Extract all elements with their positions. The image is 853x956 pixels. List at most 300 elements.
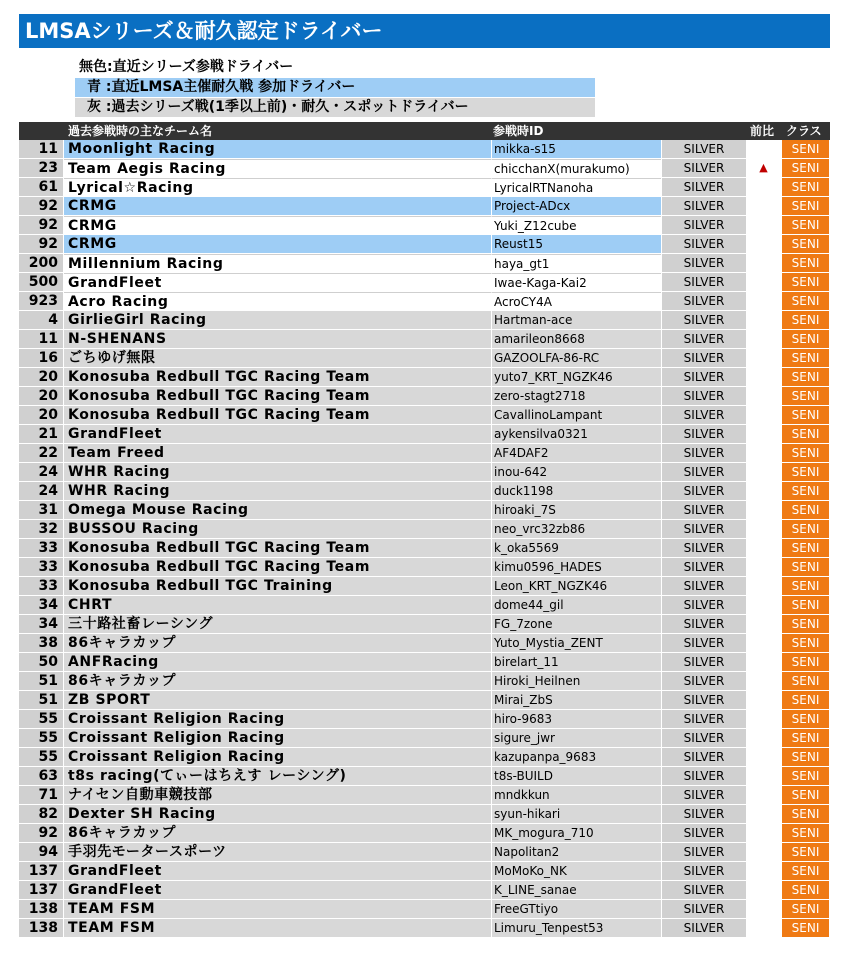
- driver-id: birelart_11: [491, 653, 661, 671]
- table-row: [19, 159, 830, 178]
- driver-rank: SILVER: [661, 197, 746, 215]
- driver-class: SENI: [781, 197, 829, 215]
- driver-rank: SILVER: [661, 387, 746, 405]
- previous-change: [746, 178, 781, 196]
- table-row: [19, 292, 830, 311]
- table-row: [19, 805, 830, 824]
- previous-change: [746, 216, 781, 234]
- previous-change: [746, 653, 781, 671]
- driver-number: 34: [19, 615, 63, 633]
- legend-blue: 青 :直近LMSA主催耐久戦 参加ドライバー: [75, 78, 595, 97]
- driver-id: Yuki_Z12cube: [491, 216, 661, 234]
- driver-class: SENI: [781, 273, 829, 291]
- driver-rank: SILVER: [661, 577, 746, 595]
- previous-change: [746, 843, 781, 861]
- driver-id: Leon_KRT_NGZK46: [491, 577, 661, 595]
- header-team: 過去参戦時の主なチーム名: [68, 124, 213, 138]
- driver-class: SENI: [781, 786, 829, 804]
- driver-id: MoMoKo_NK: [491, 862, 661, 880]
- driver-id: FreeGTtiyo: [491, 900, 661, 918]
- driver-rank: SILVER: [661, 178, 746, 196]
- driver-rank: SILVER: [661, 919, 746, 937]
- driver-id: chicchanX(murakumo): [491, 159, 661, 177]
- driver-number: 92: [19, 235, 63, 253]
- driver-rank: SILVER: [661, 311, 746, 329]
- team-name: Croissant Religion Racing: [64, 748, 491, 766]
- driver-id: hiroaki_7S: [491, 501, 661, 519]
- team-name: Team Aegis Racing: [64, 159, 491, 177]
- previous-change: [746, 501, 781, 519]
- driver-id: Iwae-Kaga-Kai2: [491, 273, 661, 291]
- driver-number: 55: [19, 748, 63, 766]
- driver-number: 92: [19, 197, 63, 215]
- driver-number: 20: [19, 368, 63, 386]
- driver-id: hiro-9683: [491, 710, 661, 728]
- driver-number: 92: [19, 216, 63, 234]
- driver-number: 138: [19, 919, 63, 937]
- team-name: Acro Racing: [64, 292, 491, 310]
- driver-number: 63: [19, 767, 63, 785]
- driver-class: SENI: [781, 558, 829, 576]
- table-row: [19, 881, 830, 900]
- driver-number: 71: [19, 786, 63, 804]
- table-row: [19, 539, 830, 558]
- driver-class: SENI: [781, 710, 829, 728]
- driver-rank: SILVER: [661, 216, 746, 234]
- team-name: TEAM FSM: [64, 900, 491, 918]
- team-name: Konosuba Redbull TGC Racing Team: [64, 368, 491, 386]
- driver-class: SENI: [781, 235, 829, 253]
- table-row: [19, 767, 830, 786]
- previous-change: [746, 520, 781, 538]
- previous-change: [746, 235, 781, 253]
- driver-rank: SILVER: [661, 767, 746, 785]
- driver-rank: SILVER: [661, 482, 746, 500]
- driver-class: SENI: [781, 577, 829, 595]
- driver-id: yuto7_KRT_NGZK46: [491, 368, 661, 386]
- previous-change: [746, 558, 781, 576]
- driver-class: SENI: [781, 767, 829, 785]
- header-class: クラス: [786, 124, 822, 138]
- driver-class: SENI: [781, 672, 829, 690]
- driver-class: SENI: [781, 881, 829, 899]
- driver-id: AF4DAF2: [491, 444, 661, 462]
- driver-number: 21: [19, 425, 63, 443]
- driver-id: t8s-BUILD: [491, 767, 661, 785]
- driver-rank: SILVER: [661, 159, 746, 177]
- team-name: ZB SPORT: [64, 691, 491, 709]
- team-name: Konosuba Redbull TGC Training: [64, 577, 491, 595]
- driver-id: Limuru_Tenpest53: [491, 919, 661, 937]
- driver-rank: SILVER: [661, 558, 746, 576]
- driver-id: FG_7zone: [491, 615, 661, 633]
- driver-id: dome44_gil: [491, 596, 661, 614]
- team-name: GrandFleet: [64, 881, 491, 899]
- driver-class: SENI: [781, 615, 829, 633]
- driver-number: 23: [19, 159, 63, 177]
- table-row: [19, 425, 830, 444]
- team-name: TEAM FSM: [64, 919, 491, 937]
- driver-id: aykensilva0321: [491, 425, 661, 443]
- driver-id: Reust15: [491, 235, 661, 253]
- team-name: 86キャラカップ: [64, 672, 491, 690]
- driver-id: k_oka5569: [491, 539, 661, 557]
- driver-number: 82: [19, 805, 63, 823]
- table-row: [19, 748, 830, 767]
- driver-number: 94: [19, 843, 63, 861]
- color-legend: [75, 58, 595, 118]
- previous-change: [746, 482, 781, 500]
- driver-class: SENI: [781, 444, 829, 462]
- team-name: ナイセン自動車競技部: [64, 786, 491, 804]
- driver-class: SENI: [781, 824, 829, 842]
- driver-rank: SILVER: [661, 292, 746, 310]
- previous-change: [746, 273, 781, 291]
- driver-class: SENI: [781, 292, 829, 310]
- driver-number: 24: [19, 463, 63, 481]
- previous-change: [746, 197, 781, 215]
- driver-class: SENI: [781, 387, 829, 405]
- driver-id: mndkkun: [491, 786, 661, 804]
- driver-rank: SILVER: [661, 843, 746, 861]
- driver-number: 61: [19, 178, 63, 196]
- driver-rank: SILVER: [661, 368, 746, 386]
- driver-id: AcroCY4A: [491, 292, 661, 310]
- previous-change: [746, 140, 781, 158]
- team-name: Konosuba Redbull TGC Racing Team: [64, 406, 491, 424]
- previous-change: [746, 349, 781, 367]
- team-name: Croissant Religion Racing: [64, 710, 491, 728]
- team-name: GrandFleet: [64, 273, 491, 291]
- table-row: [19, 672, 830, 691]
- driver-number: 32: [19, 520, 63, 538]
- driver-number: 33: [19, 558, 63, 576]
- table-row: [19, 273, 830, 292]
- team-name: Dexter SH Racing: [64, 805, 491, 823]
- driver-rank: SILVER: [661, 729, 746, 747]
- driver-class: SENI: [781, 729, 829, 747]
- driver-id: LyricalRTNanoha: [491, 178, 661, 196]
- driver-number: 34: [19, 596, 63, 614]
- driver-number: 500: [19, 273, 63, 291]
- table-row: [19, 558, 830, 577]
- table-row: [19, 482, 830, 501]
- table-row: [19, 197, 830, 216]
- previous-change: [746, 767, 781, 785]
- team-name: GrandFleet: [64, 862, 491, 880]
- table-row: [19, 577, 830, 596]
- driver-id: Project-ADcx: [491, 197, 661, 215]
- team-name: Lyrical☆Racing: [64, 178, 491, 196]
- table-row: [19, 596, 830, 615]
- previous-change: [746, 900, 781, 918]
- table-row: [19, 463, 830, 482]
- driver-rank: SILVER: [661, 596, 746, 614]
- driver-class: SENI: [781, 463, 829, 481]
- header-prev: 前比: [750, 124, 775, 138]
- team-name: Moonlight Racing: [64, 140, 491, 158]
- previous-change: [746, 577, 781, 595]
- previous-change: [746, 368, 781, 386]
- driver-class: SENI: [781, 159, 829, 177]
- driver-number: 33: [19, 577, 63, 595]
- previous-change: [746, 881, 781, 899]
- table-row: [19, 691, 830, 710]
- driver-class: SENI: [781, 311, 829, 329]
- driver-number: 92: [19, 824, 63, 842]
- driver-rank: SILVER: [661, 881, 746, 899]
- driver-id: Napolitan2: [491, 843, 661, 861]
- driver-number: 38: [19, 634, 63, 652]
- driver-id: sigure_jwr: [491, 729, 661, 747]
- driver-id: Hartman-ace: [491, 311, 661, 329]
- team-name: WHR Racing: [64, 482, 491, 500]
- driver-number: 51: [19, 691, 63, 709]
- team-name: CHRT: [64, 596, 491, 614]
- driver-class: SENI: [781, 862, 829, 880]
- driver-id: Hiroki_Heilnen: [491, 672, 661, 690]
- previous-change: [746, 444, 781, 462]
- driver-id: Yuto_Mystia_ZENT: [491, 634, 661, 652]
- driver-number: 50: [19, 653, 63, 671]
- team-name: Team Freed: [64, 444, 491, 462]
- driver-rank: SILVER: [661, 824, 746, 842]
- driver-number: 200: [19, 254, 63, 272]
- driver-id: zero-stagt2718: [491, 387, 661, 405]
- driver-rank: SILVER: [661, 444, 746, 462]
- previous-change: [746, 387, 781, 405]
- team-name: 三十路社畜レーシング: [64, 615, 491, 633]
- driver-rank: SILVER: [661, 406, 746, 424]
- driver-id: amarileon8668: [491, 330, 661, 348]
- driver-rank: SILVER: [661, 140, 746, 158]
- driver-id: CavallinoLampant: [491, 406, 661, 424]
- table-row: [19, 140, 830, 159]
- table-row: [19, 311, 830, 330]
- driver-number: 24: [19, 482, 63, 500]
- driver-class: SENI: [781, 140, 829, 158]
- team-name: Konosuba Redbull TGC Racing Team: [64, 539, 491, 557]
- driver-rank: SILVER: [661, 273, 746, 291]
- driver-rank: SILVER: [661, 786, 746, 804]
- driver-id: inou-642: [491, 463, 661, 481]
- table-row: [19, 349, 830, 368]
- previous-change: [746, 691, 781, 709]
- legend-none: 無色:直近シリーズ参戦ドライバー: [79, 59, 294, 75]
- driver-class: SENI: [781, 330, 829, 348]
- team-name: CRMG: [64, 216, 491, 234]
- driver-id: syun-hikari: [491, 805, 661, 823]
- table-row: [19, 615, 830, 634]
- previous-change: [746, 824, 781, 842]
- driver-rank: SILVER: [661, 900, 746, 918]
- page-title: LMSAシリーズ＆耐久認定ドライバー: [25, 19, 383, 43]
- driver-id: mikka-s15: [491, 140, 661, 158]
- previous-change: [746, 672, 781, 690]
- driver-rank: SILVER: [661, 425, 746, 443]
- table-row: [19, 387, 830, 406]
- driver-class: SENI: [781, 368, 829, 386]
- previous-change: [746, 805, 781, 823]
- header-id: 参戦時ID: [493, 124, 544, 138]
- driver-class: SENI: [781, 482, 829, 500]
- table-row: [19, 235, 830, 254]
- driver-class: SENI: [781, 653, 829, 671]
- driver-class: SENI: [781, 634, 829, 652]
- previous-change: [746, 615, 781, 633]
- driver-id: haya_gt1: [491, 254, 661, 272]
- team-name: GirlieGirl Racing: [64, 311, 491, 329]
- previous-change: [746, 919, 781, 937]
- driver-rank: SILVER: [661, 653, 746, 671]
- driver-class: SENI: [781, 254, 829, 272]
- driver-class: SENI: [781, 539, 829, 557]
- previous-change: [746, 311, 781, 329]
- driver-number: 11: [19, 330, 63, 348]
- driver-rank: SILVER: [661, 463, 746, 481]
- table-row: [19, 501, 830, 520]
- table-row: [19, 520, 830, 539]
- driver-class: SENI: [781, 919, 829, 937]
- team-name: ANFRacing: [64, 653, 491, 671]
- team-name: GrandFleet: [64, 425, 491, 443]
- previous-change: [746, 406, 781, 424]
- team-name: CRMG: [64, 197, 491, 215]
- driver-number: 55: [19, 729, 63, 747]
- team-name: ごちゆげ無限: [64, 349, 491, 367]
- team-name: t8s racing(てぃーはちえす レーシング): [64, 767, 491, 785]
- team-name: Konosuba Redbull TGC Racing Team: [64, 387, 491, 405]
- driver-id: neo_vrc32zb86: [491, 520, 661, 538]
- team-name: 86キャラカップ: [64, 824, 491, 842]
- driver-rank: SILVER: [661, 349, 746, 367]
- driver-number: 137: [19, 881, 63, 899]
- driver-id: K_LINE_sanae: [491, 881, 661, 899]
- table-header: [19, 122, 830, 140]
- previous-change: [746, 292, 781, 310]
- driver-class: SENI: [781, 596, 829, 614]
- driver-number: 11: [19, 140, 63, 158]
- driver-table: [19, 140, 830, 938]
- driver-class: SENI: [781, 216, 829, 234]
- driver-id: Mirai_ZbS: [491, 691, 661, 709]
- team-name: Croissant Religion Racing: [64, 729, 491, 747]
- driver-class: SENI: [781, 805, 829, 823]
- driver-class: SENI: [781, 425, 829, 443]
- driver-number: 923: [19, 292, 63, 310]
- previous-change: [746, 463, 781, 481]
- table-row: [19, 406, 830, 425]
- team-name: CRMG: [64, 235, 491, 253]
- driver-class: SENI: [781, 691, 829, 709]
- table-row: [19, 368, 830, 387]
- driver-rank: SILVER: [661, 634, 746, 652]
- driver-rank: SILVER: [661, 330, 746, 348]
- driver-class: SENI: [781, 349, 829, 367]
- table-row: [19, 843, 830, 862]
- driver-rank: SILVER: [661, 501, 746, 519]
- title-bar: [19, 14, 830, 48]
- previous-change: [746, 539, 781, 557]
- previous-change: [746, 786, 781, 804]
- previous-change: [746, 596, 781, 614]
- table-row: [19, 444, 830, 463]
- legend-gray: 灰 :過去シリーズ戦(1季以上前)・耐久・スポットドライバー: [75, 98, 595, 117]
- driver-id: duck1198: [491, 482, 661, 500]
- table-row: [19, 824, 830, 843]
- table-row: [19, 330, 830, 349]
- driver-number: 138: [19, 900, 63, 918]
- driver-rank: SILVER: [661, 805, 746, 823]
- driver-rank: SILVER: [661, 254, 746, 272]
- previous-change: [746, 862, 781, 880]
- team-name: Konosuba Redbull TGC Racing Team: [64, 558, 491, 576]
- driver-number: 4: [19, 311, 63, 329]
- driver-rank: SILVER: [661, 862, 746, 880]
- team-name: Omega Mouse Racing: [64, 501, 491, 519]
- team-name: N-SHENANS: [64, 330, 491, 348]
- team-name: WHR Racing: [64, 463, 491, 481]
- driver-class: SENI: [781, 178, 829, 196]
- driver-number: 31: [19, 501, 63, 519]
- previous-change: [746, 729, 781, 747]
- driver-rank: SILVER: [661, 748, 746, 766]
- driver-number: 33: [19, 539, 63, 557]
- table-row: [19, 254, 830, 273]
- team-name: 86キャラカップ: [64, 634, 491, 652]
- previous-change: [746, 634, 781, 652]
- driver-number: 16: [19, 349, 63, 367]
- table-row: [19, 653, 830, 672]
- driver-class: SENI: [781, 748, 829, 766]
- team-name: Millennium Racing: [64, 254, 491, 272]
- driver-class: SENI: [781, 501, 829, 519]
- previous-change: [746, 748, 781, 766]
- table-row: [19, 919, 830, 938]
- previous-change: [746, 254, 781, 272]
- driver-id: kazupanpa_9683: [491, 748, 661, 766]
- driver-number: 55: [19, 710, 63, 728]
- driver-number: 137: [19, 862, 63, 880]
- table-row: [19, 710, 830, 729]
- table-row: [19, 634, 830, 653]
- driver-number: 22: [19, 444, 63, 462]
- driver-rank: SILVER: [661, 710, 746, 728]
- table-row: [19, 729, 830, 748]
- driver-class: SENI: [781, 843, 829, 861]
- driver-id: kimu0596_HADES: [491, 558, 661, 576]
- driver-class: SENI: [781, 900, 829, 918]
- driver-rank: SILVER: [661, 235, 746, 253]
- table-row: [19, 216, 830, 235]
- table-row: [19, 786, 830, 805]
- driver-number: 20: [19, 387, 63, 405]
- driver-rank: SILVER: [661, 615, 746, 633]
- previous-change: [746, 425, 781, 443]
- previous-change: ▲: [746, 159, 781, 177]
- table-row: [19, 178, 830, 197]
- team-name: BUSSOU Racing: [64, 520, 491, 538]
- driver-class: SENI: [781, 520, 829, 538]
- driver-number: 20: [19, 406, 63, 424]
- driver-id: MK_mogura_710: [491, 824, 661, 842]
- table-row: [19, 862, 830, 881]
- driver-id: GAZOOLFA-86-RC: [491, 349, 661, 367]
- table-row: [19, 900, 830, 919]
- driver-rank: SILVER: [661, 539, 746, 557]
- previous-change: [746, 330, 781, 348]
- driver-class: SENI: [781, 406, 829, 424]
